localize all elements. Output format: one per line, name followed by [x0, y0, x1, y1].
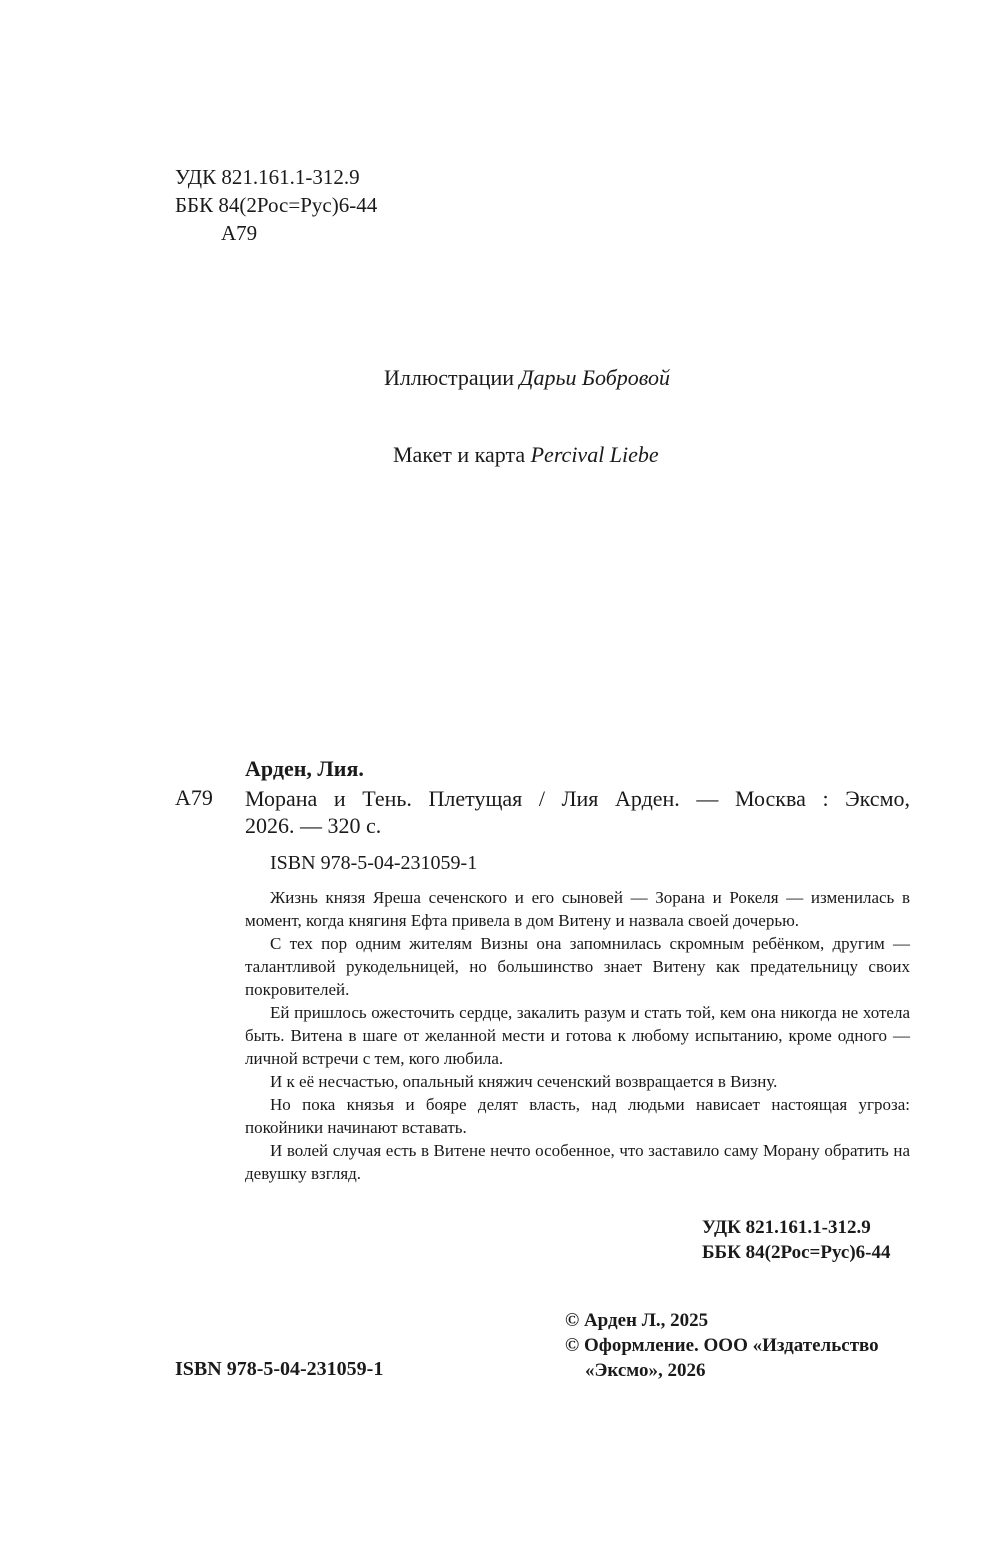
annotation-paragraph: Жизнь князя Яреша сеченского и его сыновей — Зорана и Рокеля — изменилась в момент, когда княгиня Ефта привела в дом Витену и назвала своей дочерью.	[245, 888, 910, 930]
annotation-paragraph: И к её несчастью, опальный княжич сеченский возвращается в Визну.	[270, 1072, 778, 1091]
catalog-publication-line: 2026. — 320 с.	[245, 813, 382, 838]
udk-code: УДК 821.161.1-312.9	[175, 165, 360, 189]
annotation-paragraph: И волей случая есть в Витене нечто особенное, что заставило саму Морану обратить на девушку взгляд.	[245, 1141, 910, 1183]
layout-designer-name: Percival Liebe	[530, 442, 659, 467]
bbk-code: ББК 84(2Рос=Рус)6-44	[175, 193, 378, 217]
annotation	[245, 886, 910, 1185]
annotation-paragraph: Ей пришлось ожесточить сердце, закалить разум и стать той, кем она никогда не хотела быть. Витена в шаге от желанной мести и готова к любому испытанию, кроме одного — личной встречи с тем, кого любила.	[245, 1003, 910, 1068]
copyright-block	[565, 1308, 879, 1383]
copyright-design-continued: «Эксмо», 2026	[585, 1360, 706, 1381]
footer-isbn: ISBN 978-5-04-231059-1	[175, 1358, 384, 1380]
annotation-paragraph: Но пока князья и бояре делят власть, над людьми нависает настоящая угроза: покойники начинают вставать.	[245, 1095, 910, 1137]
annotation-paragraph: С тех пор одним жителям Визны она запомнилась скромным ребёнком, другим — талантливой рукодельницей, но большинство знает Витену как предательницу своих покровителей.	[245, 934, 910, 999]
illustrator-name: Дарьи Бобровой	[519, 365, 671, 390]
copyright-design: © Оформление. ООО «Издательство	[565, 1335, 879, 1356]
catalog-title-line: Морана и Тень. Плетущая / Лия Арден. — Москва : Эксмо,	[245, 786, 910, 811]
top-classification-codes	[175, 163, 377, 247]
catalog-isbn: ISBN 978-5-04-231059-1	[270, 852, 478, 874]
bbk-code: ББК 84(2Рос=Рус)6-44	[702, 1242, 891, 1263]
catalog-author-sign: А79	[175, 785, 213, 810]
layout-label: Макет и карта	[393, 442, 531, 467]
catalog-author: Арден, Лия.	[245, 756, 364, 781]
illustrations-credit	[384, 365, 670, 391]
bottom-classification-codes	[702, 1215, 890, 1265]
udk-code: УДК 821.161.1-312.9	[702, 1217, 871, 1238]
author-sign: А79	[221, 221, 258, 245]
copyright-author: © Арден Л., 2025	[565, 1310, 709, 1331]
layout-credit	[393, 442, 659, 468]
illustrations-label: Иллюстрации	[384, 365, 520, 390]
